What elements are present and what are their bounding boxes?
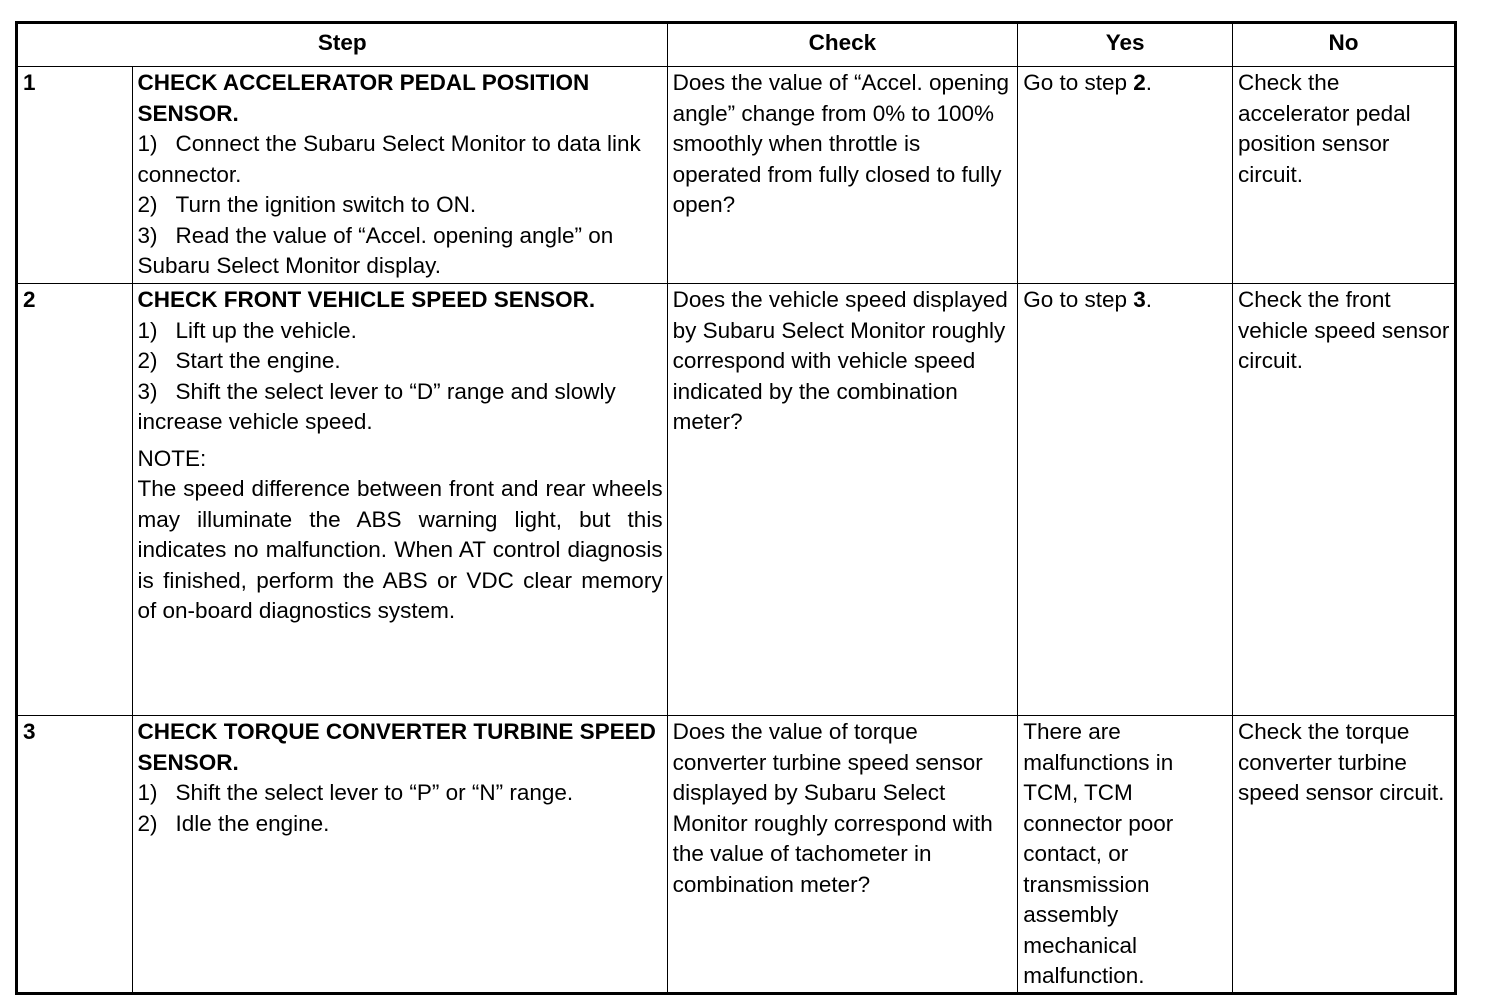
- step-cell: [132, 716, 667, 994]
- yes-suffix: .: [1145, 287, 1153, 312]
- check-cell: Does the value of torque converter turbine speed sensor displayed by Subaru Select Monitor roughly correspond with the value of tachometer in combination meter?: [667, 716, 1018, 994]
- yes-cell: There are malfunctions in TCM, TCM connector poor contact, or transmission assembly mechanical malfunction.: [1018, 716, 1233, 994]
- substep-number: 2): [137, 192, 158, 217]
- yes-cell: [1018, 284, 1233, 716]
- no-cell: Check the accelerator pedal position sensor circuit.: [1233, 67, 1456, 284]
- table-row: [17, 284, 1456, 716]
- step-number: 3: [17, 716, 133, 994]
- check-cell: Does the vehicle speed displayed by Subaru Select Monitor roughly correspond with vehicle speed indicated by the combination meter?: [667, 284, 1018, 716]
- header-no: No: [1233, 23, 1456, 67]
- yes-step-link: 3: [1133, 287, 1146, 312]
- substep-number: 3): [137, 378, 158, 404]
- yes-cell: [1018, 67, 1233, 284]
- step-number: 1: [17, 67, 133, 284]
- no-cell: Check the front vehicle speed sensor circuit.: [1233, 284, 1456, 716]
- step-number: 2: [17, 284, 133, 716]
- header-yes: Yes: [1018, 23, 1233, 67]
- step-cell: [132, 67, 667, 284]
- substep: [138, 778, 663, 809]
- table-row: [17, 67, 1456, 284]
- substep: [138, 377, 663, 438]
- yes-prefix: Go to step: [1023, 70, 1134, 95]
- substep-text: Idle the engine.: [175, 810, 330, 836]
- substep: [138, 190, 663, 221]
- substep: [138, 221, 663, 282]
- header-step: Step: [17, 23, 668, 67]
- substep: [138, 809, 663, 840]
- step-title: CHECK TORQUE CONVERTER TURBINE SPEED SENSOR.: [137, 719, 656, 775]
- substep-number: 1): [137, 780, 158, 805]
- substep-text: Connect the Subaru Select Monitor to data link connector.: [137, 131, 641, 187]
- substep-text: Shift the select lever to “D” range and slowly increase vehicle speed.: [137, 378, 616, 434]
- note-text: The speed difference between front and rear wheels may illuminate the ABS warning light, but this indicates no malfunction. When AT control diagnosis is finished, perform the ABS or VDC clear memory of on-board diagnostics system.: [137, 476, 663, 623]
- substep: [138, 316, 663, 347]
- substep-number: 3): [137, 222, 158, 248]
- substep: [138, 129, 663, 190]
- yes-prefix: Go to step: [1023, 287, 1134, 312]
- table-header-row: [17, 23, 1456, 67]
- diagnostic-table: [15, 21, 1457, 995]
- table-row: [17, 716, 1456, 994]
- step-title: CHECK ACCELERATOR PEDAL POSITION SENSOR.: [137, 70, 590, 126]
- yes-suffix: .: [1145, 70, 1153, 95]
- note-label: NOTE:: [137, 445, 207, 471]
- substep-text: Shift the select lever to “P” or “N” range.: [175, 780, 574, 805]
- substep-number: 1): [137, 131, 158, 156]
- step-cell: [132, 284, 667, 716]
- check-cell: Does the value of “Accel. opening angle” change from 0% to 100% smoothly when throttle is operated from fully closed to fully open?: [667, 67, 1018, 284]
- substep-text: Start the engine.: [175, 348, 341, 373]
- header-check: Check: [667, 23, 1018, 67]
- substep-text: Lift up the vehicle.: [175, 317, 357, 343]
- substep-number: 2): [137, 348, 158, 373]
- substep-text: Turn the ignition switch to ON.: [175, 192, 477, 217]
- substep: [138, 346, 663, 377]
- step-title: CHECK FRONT VEHICLE SPEED SENSOR.: [137, 287, 596, 312]
- yes-step-link: 2: [1133, 70, 1146, 95]
- substep-number: 1): [137, 317, 158, 343]
- no-cell: Check the torque converter turbine speed sensor circuit.: [1233, 716, 1456, 994]
- substep-number: 2): [137, 810, 158, 836]
- substep-text: Read the value of “Accel. opening angle” on Subaru Select Monitor display.: [137, 222, 614, 278]
